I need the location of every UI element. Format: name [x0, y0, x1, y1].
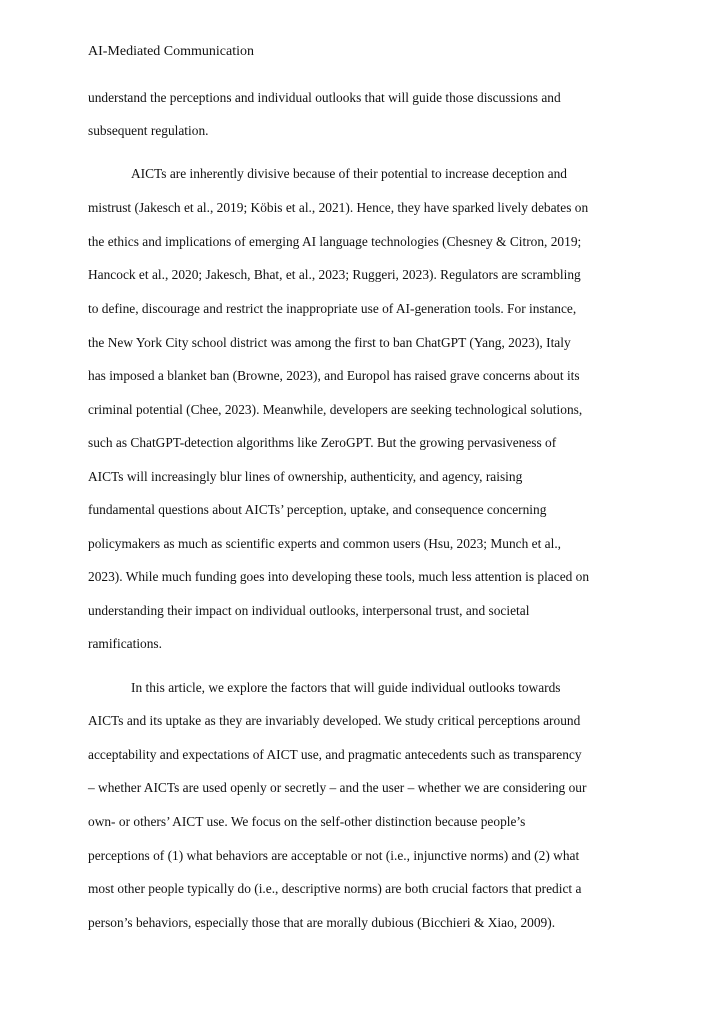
text-line: subsequent regulation. [88, 123, 209, 138]
text-line: has imposed a blanket ban (Browne, 2023), and Europol has raised grave concerns about its [88, 368, 580, 383]
text-line: understanding their impact on individual outlooks, interpersonal trust, and societal [88, 603, 530, 618]
text-line: AICTs will increasingly blur lines of ownership, authenticity, and agency, raising [88, 469, 523, 484]
text-line: – whether AICTs are used openly or secretly – and the user – whether we are considering our [88, 780, 587, 795]
text-line: AICTs are inherently divisive because of their potential to increase deception and [131, 166, 567, 181]
text-line: perceptions of (1) what behaviors are acceptable or not (i.e., injunctive norms) and (2) what [88, 848, 580, 863]
text-line: most other people typically do (i.e., descriptive norms) are both crucial factors that predict a [88, 881, 582, 896]
text-line: mistrust (Jakesch et al., 2019; Köbis et al., 2021). Hence, they have sparked lively debates on [88, 200, 589, 215]
text-line: ramifications. [88, 636, 162, 651]
text-line: own- or others’ AICT use. We focus on the self-other distinction because people’s [88, 814, 526, 829]
text-line: 2023). While much funding goes into developing these tools, much less attention is placed on [88, 569, 590, 584]
text-line: policymakers as much as scientific experts and common users (Hsu, 2023; Munch et al., [88, 536, 562, 551]
text-line: the ethics and implications of emerging AI language technologies (Chesney & Citron, 2019; [88, 234, 582, 249]
text-line: acceptability and expectations of AICT use, and pragmatic antecedents such as transparency [88, 747, 582, 762]
text-line: the New York City school district was among the first to ban ChatGPT (Yang, 2023), Italy [88, 335, 571, 350]
text-line: AICTs and its uptake as they are invariably developed. We study critical perceptions around [88, 713, 581, 728]
text-line: such as ChatGPT-detection algorithms like ZeroGPT. But the growing pervasiveness of [88, 435, 557, 450]
text-line: criminal potential (Chee, 2023). Meanwhile, developers are seeking technological solutions, [88, 402, 583, 417]
text-line: person’s behaviors, especially those that are morally dubious (Bicchieri & Xiao, 2009). [88, 915, 556, 930]
text-line: understand the perceptions and individual outlooks that will guide those discussions and [88, 90, 561, 105]
text-line: to define, discourage and restrict the inappropriate use of AI-generation tools. For instance, [88, 301, 577, 316]
text-line: In this article, we explore the factors that will guide individual outlooks towards [131, 680, 561, 695]
text-line: Hancock et al., 2020; Jakesch, Bhat, et al., 2023; Ruggeri, 2023). Regulators are scrambling [88, 267, 581, 282]
running-head: AI-Mediated Communication [88, 44, 255, 59]
text-line: fundamental questions about AICTs’ perception, uptake, and consequence concerning [88, 502, 547, 517]
